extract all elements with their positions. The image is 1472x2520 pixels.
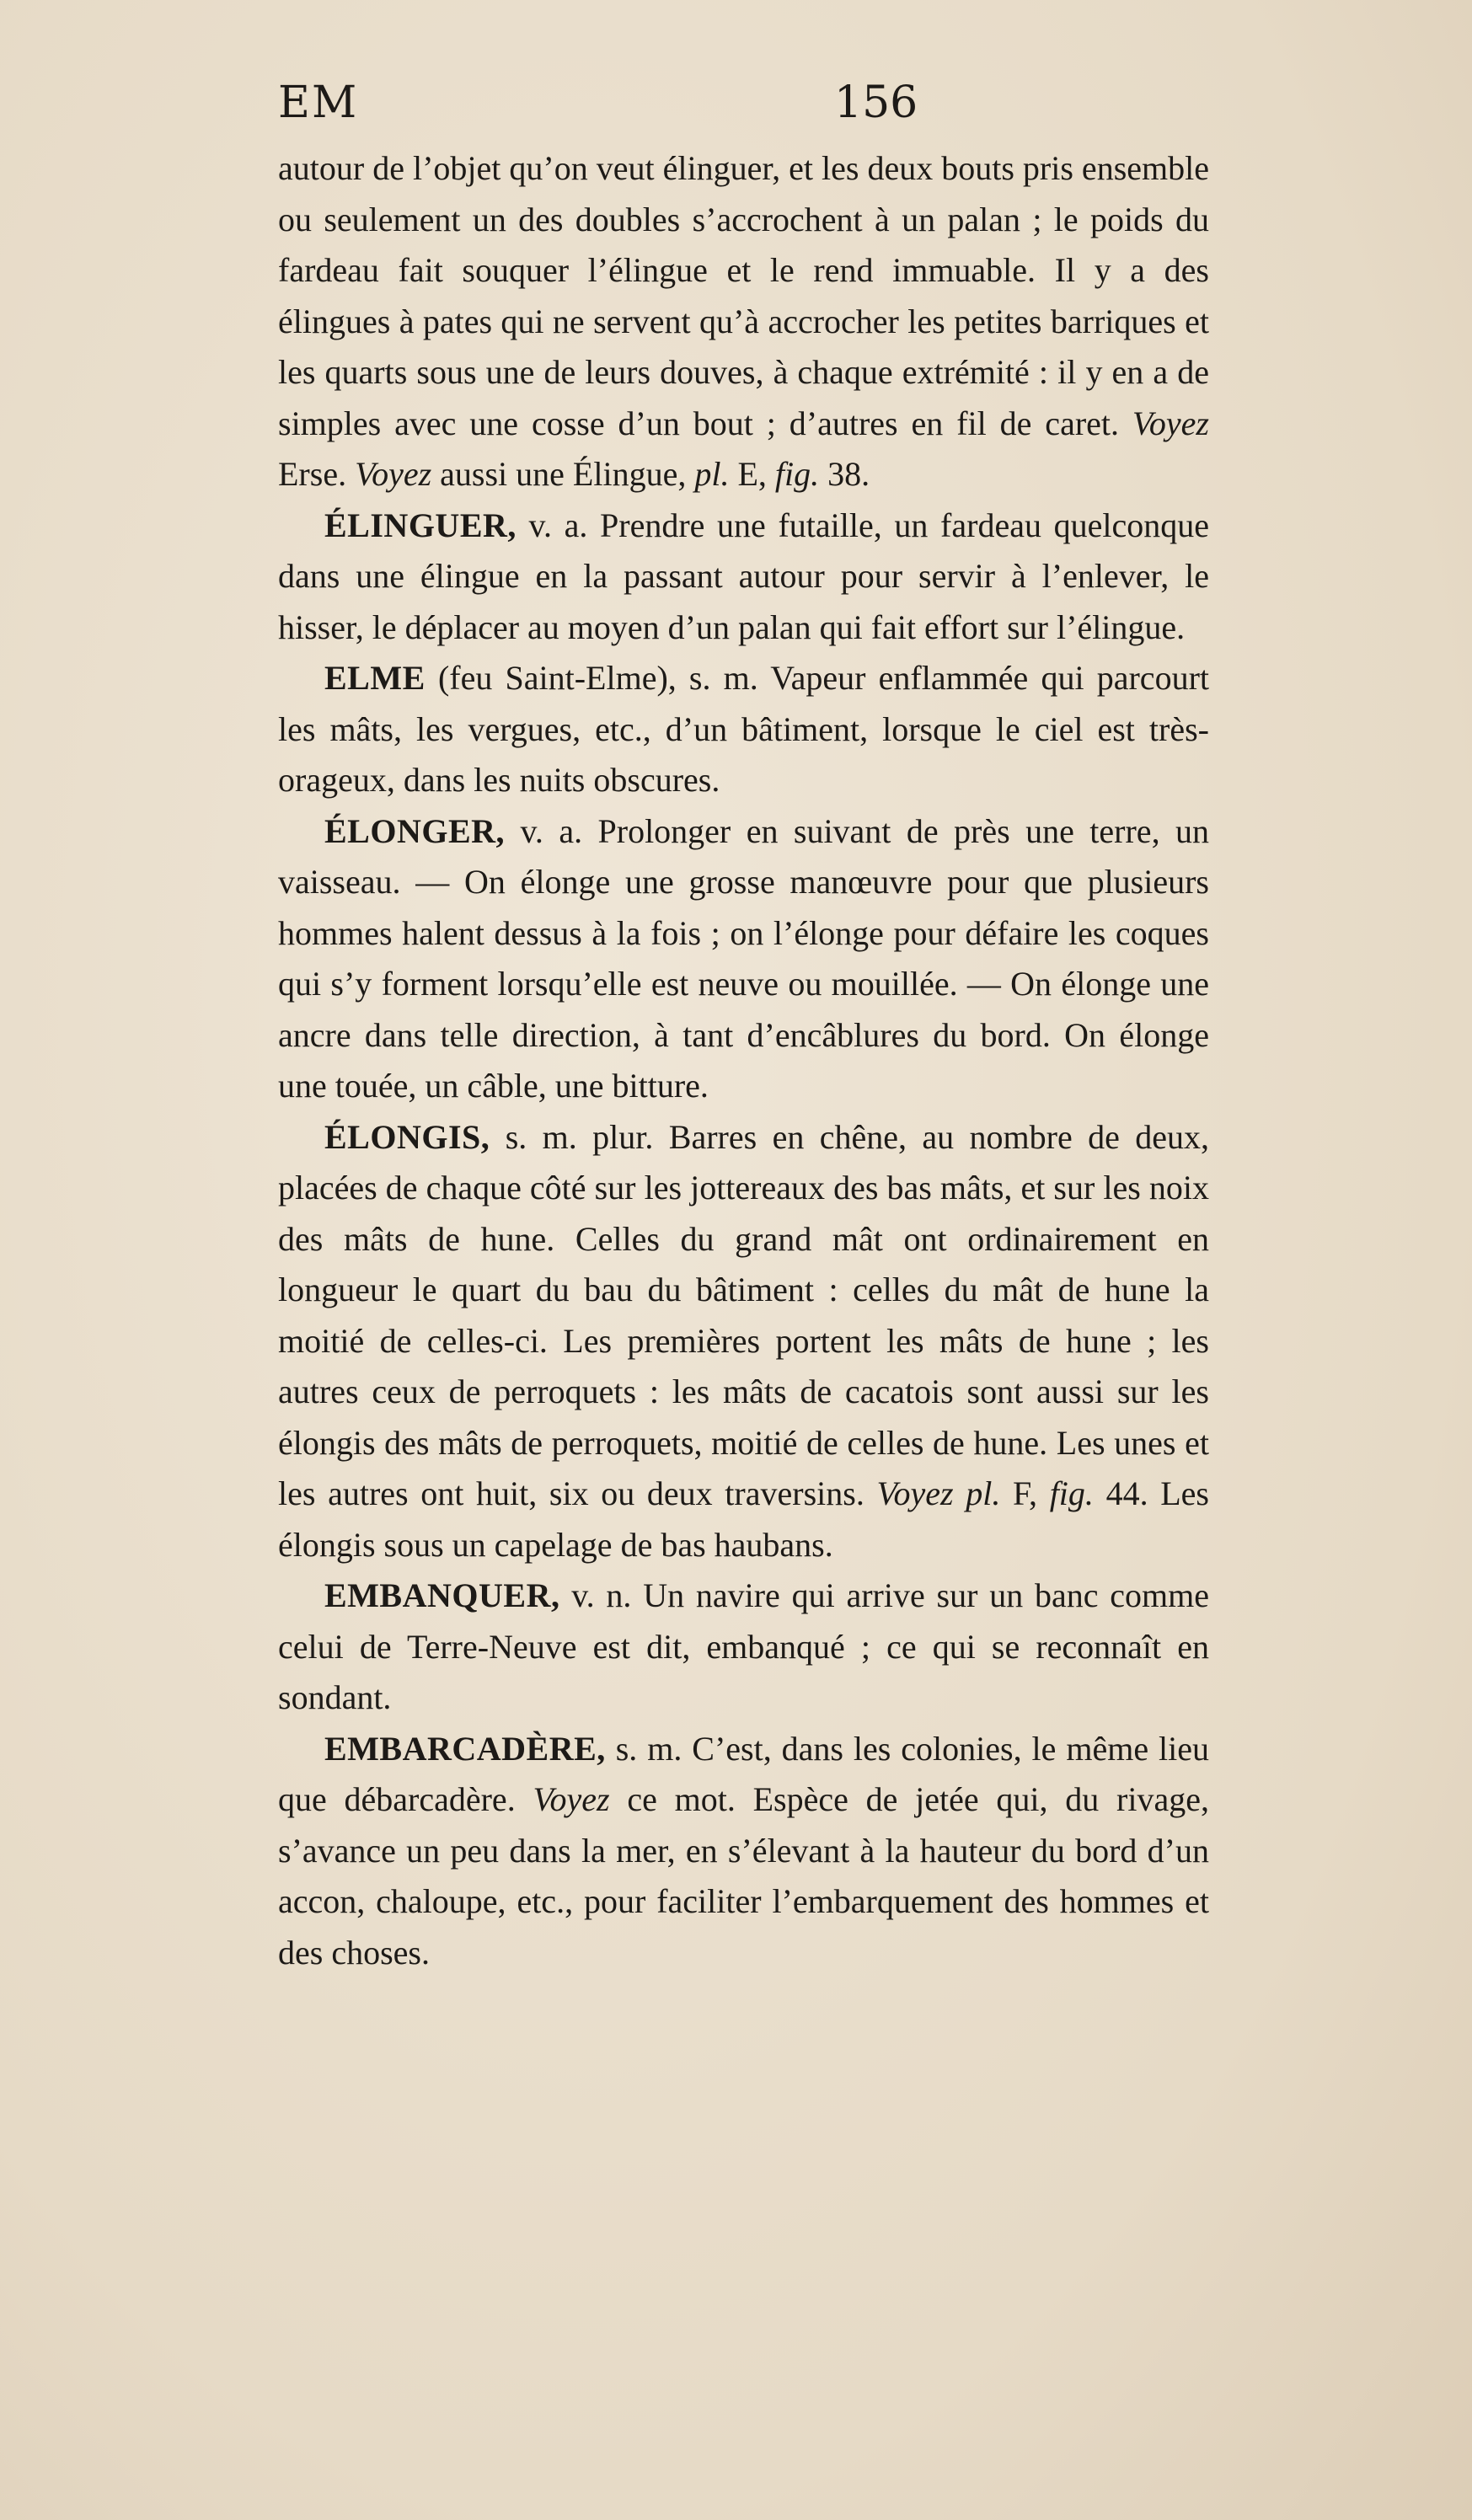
headword: EMBANQUER,: [324, 1576, 560, 1614]
headword: EMBARCADÈRE,: [324, 1729, 606, 1768]
italic-text: Voyez pl.: [876, 1474, 1001, 1512]
headword: ELME: [324, 659, 426, 697]
body-text: E,: [729, 455, 775, 493]
body-text: (feu Saint-Elme), s. m. Vapeur enflammée qui parcourt les mâts, les vergues, etc., d’un bâtiment, lorsque le ciel est très-orageux, dans les nuits obscures.: [278, 659, 1209, 799]
page-header: [278, 78, 952, 136]
body-text: F,: [1000, 1474, 1050, 1512]
body-text: v. a. Prolonger en suivant de près une terre, un vaisseau. — On élonge une grosse manœuvre pour que plusieurs hommes halent dessus à la fois ; on l’élonge pour défaire les coques qui s’y forment lorsqu’elle est neuve ou mouillée. — On élonge une ancre dans telle direction, à tant d’encâblures du bord. On élonge une touée, un câble, une bitture.: [278, 811, 1209, 1105]
body-text: 38.: [819, 455, 870, 493]
body-text: ce mot. Espèce de jetée qui, du rivage, s’avance un peu dans la mer, en s’élevant à la hauteur du bord d’un accon, chaloupe, etc., pour faciliter l’embarquement des hommes et des choses.: [278, 1780, 1210, 1972]
entry-embarcadere: [278, 1724, 1209, 1979]
entry-elme: [278, 653, 1209, 806]
italic-text: pl.: [694, 455, 730, 493]
entry-elongis: [278, 1112, 1209, 1571]
continuation-paragraph: [278, 143, 1209, 500]
body-text: v. n. Un navire qui arrive sur un banc comme celui de Terre-Neuve est dit, embanqué ; ce qui se reconnaît en sondant.: [278, 1576, 1209, 1716]
body-text: s. m. C’est, dans les colonies, le même lieu que débarcadère.: [278, 1729, 1209, 1818]
body-text: Erse.: [278, 455, 356, 493]
body-text: 44. Les élongis sous un capelage de bas haubans.: [278, 1474, 1209, 1564]
entry-elinguer: [278, 500, 1209, 654]
italic-text: Voyez: [355, 455, 432, 493]
body-text: aussi une Élingue,: [431, 455, 695, 493]
italic-text: Voyez: [1132, 404, 1209, 442]
dictionary-text: [278, 143, 1209, 1978]
headword: ÉLONGIS,: [324, 1117, 490, 1156]
entry-embanquer: [278, 1570, 1209, 1724]
body-text: autour de l’objet qu’on veut élinguer, et les deux bouts pris ensemble ou seulement un des doubles s’accrochent à un palan ; le poids du fardeau fait souquer l’élingue et le rend immuable. Il y a des élingues à pates qui ne servent qu’à accrocher les petites barriques et les quarts sous une de leurs douves, à chaque extrémité : il y en a de simples avec une cosse d’un bout ; d’autres en fil de caret.: [278, 149, 1209, 442]
headword: ÉLONGER,: [324, 811, 506, 850]
italic-text: fig.: [1049, 1474, 1094, 1512]
italic-text: Voyez: [533, 1780, 610, 1818]
body-text: v. a. Prendre une futaille, un fardeau quelconque dans une élingue en la passant autour pour servir à l’enlever, le hisser, le déplacer au moyen d’un palan qui fait effort sur l’élingue.: [278, 506, 1209, 646]
guide-word: EM: [278, 78, 359, 128]
entry-elonger: [278, 806, 1209, 1112]
italic-text: fig.: [774, 455, 820, 493]
body-text: s. m. plur. Barres en chêne, au nombre de deux, placées de chaque côté sur les jottereaux des bas mâts, et sur les noix des mâts de hune. Celles du grand mât ont ordinairement en longueur le quart du bau du bâtiment : celles du mât de hune la moitié de celles-ci. Les premières portent les mâts de hune ; les autres ceux de perroquets : les mâts de cacatois sont aussi sur les élongis des mâts de perroquets, moitié de celles de hune. Les unes et les autres ont huit, six ou deux traversins.: [278, 1117, 1209, 1512]
headword: ÉLINGUER,: [324, 506, 517, 544]
page-number: 156: [834, 78, 918, 128]
